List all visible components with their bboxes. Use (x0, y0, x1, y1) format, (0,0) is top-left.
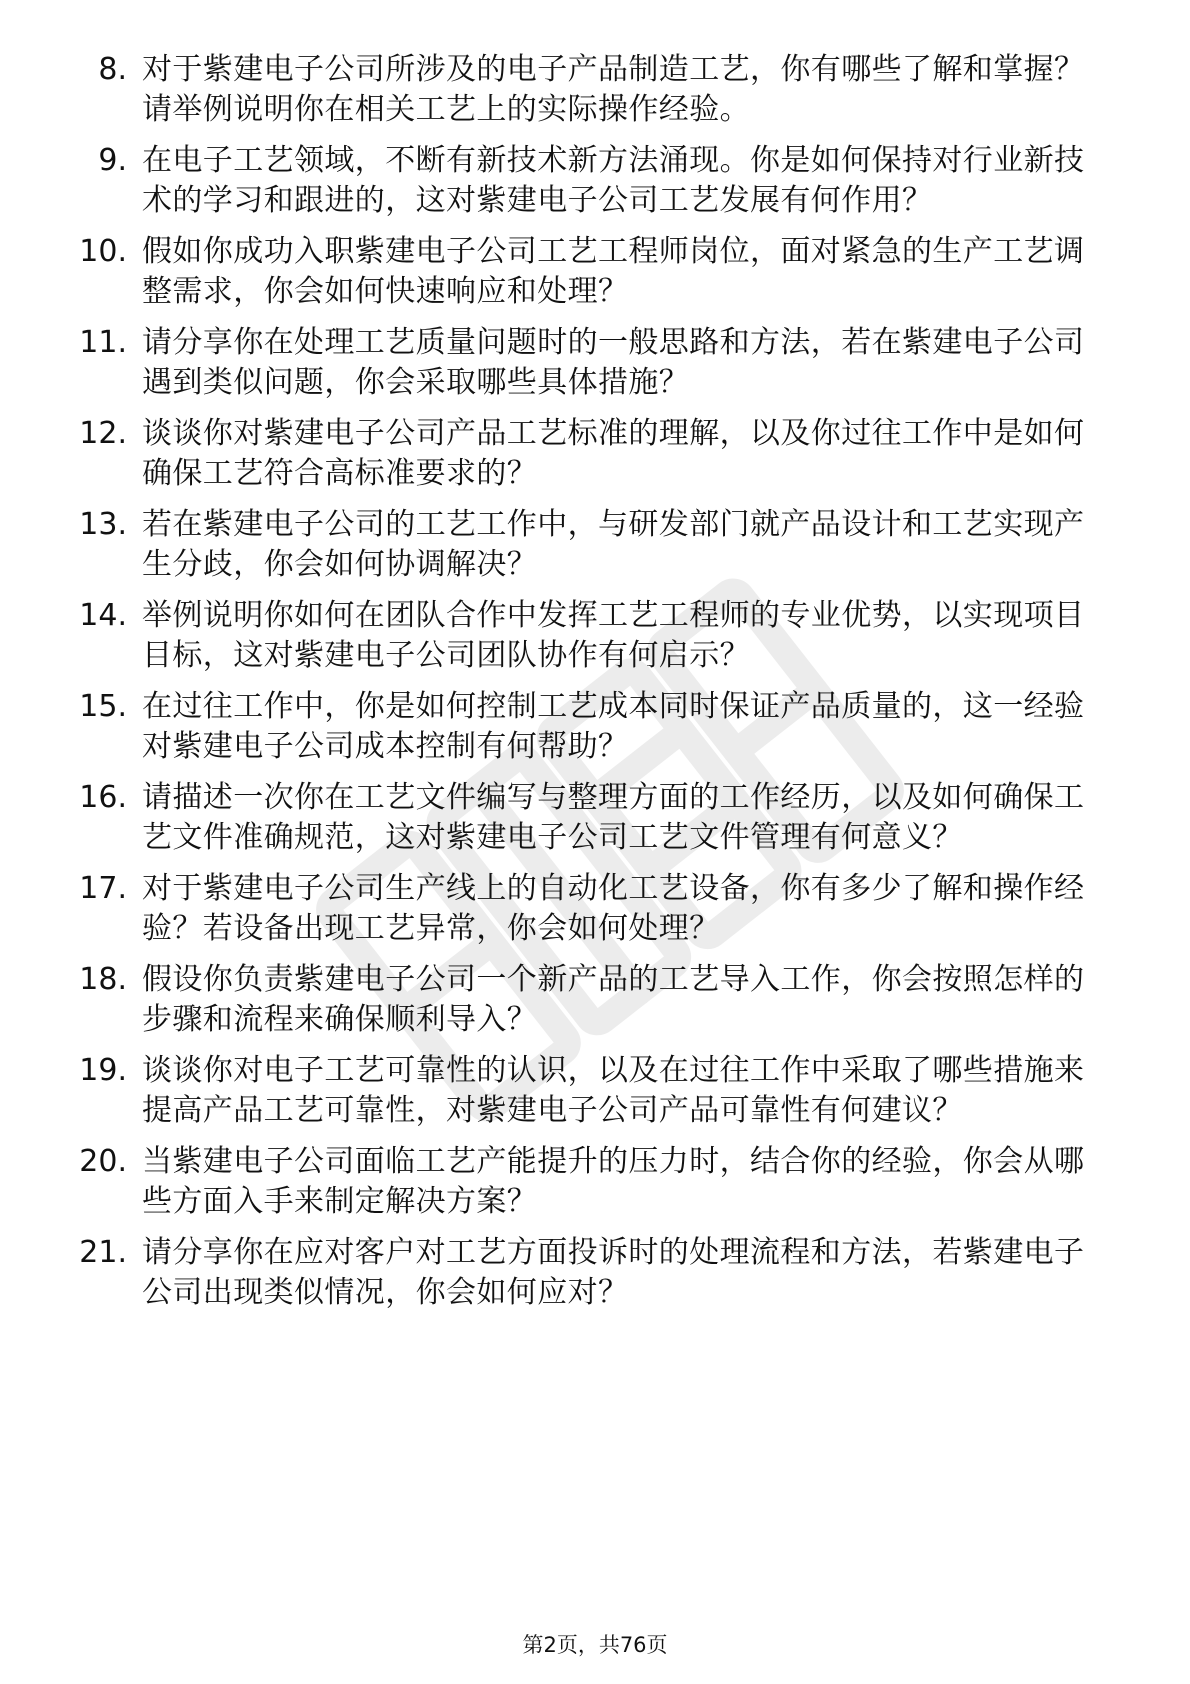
question-text: 请描述一次你在工艺文件编写与整理方面的工作经历，以及如何确保工艺文件准确规范，这对紫建电子公司工艺文件管理有何意义？ (142, 780, 1085, 855)
question-number: 18. (79, 962, 127, 997)
question-number: 21. (79, 1235, 127, 1270)
question-item (52, 323, 1112, 403)
question-text: 对于紫建电子公司生产线上的自动化工艺设备，你有多少了解和操作经验？若设备出现工艺异常，你会如何处理？ (142, 871, 1085, 946)
question-text: 谈谈你对电子工艺可靠性的认识，以及在过往工作中采取了哪些措施来提高产品工艺可靠性，对紫建电子公司产品可靠性有何建议？ (142, 1053, 1085, 1128)
question-list (52, 50, 1112, 1324)
question-item (52, 960, 1112, 1040)
question-text: 在电子工艺领域，不断有新技术新方法涌现。你是如何保持对行业新技术的学习和跟进的，这对紫建电子公司工艺发展有何作用？ (142, 143, 1085, 218)
question-text: 假设你负责紫建电子公司一个新产品的工艺导入工作，你会按照怎样的步骤和流程来确保顺利导入？ (142, 962, 1085, 1037)
question-text: 当紫建电子公司面临工艺产能提升的压力时，结合你的经验，你会从哪些方面入手来制定解决方案？ (142, 1144, 1085, 1219)
question-item (52, 414, 1112, 494)
question-item (52, 1051, 1112, 1131)
question-item (52, 1142, 1112, 1222)
question-number: 19. (79, 1053, 127, 1088)
page-number: 第2页，共76页 (522, 1633, 668, 1657)
question-item (52, 232, 1112, 312)
question-item (52, 505, 1112, 585)
question-text: 对于紫建电子公司所涉及的电子产品制造工艺，你有哪些了解和掌握？请举例说明你在相关工艺上的实际操作经验。 (142, 52, 1085, 127)
question-number: 11. (79, 325, 127, 360)
question-item (52, 50, 1112, 130)
question-number: 14. (79, 598, 127, 633)
question-number: 16. (79, 780, 127, 815)
question-item (52, 778, 1112, 858)
question-number: 10. (79, 234, 127, 269)
question-item (52, 869, 1112, 949)
question-item (52, 141, 1112, 221)
question-text: 谈谈你对紫建电子公司产品工艺标准的理解，以及你过往工作中是如何确保工艺符合高标准要求的？ (142, 416, 1085, 491)
question-number: 8. (98, 52, 127, 87)
question-number: 9. (98, 143, 127, 178)
question-number: 20. (79, 1144, 127, 1179)
question-item (52, 687, 1112, 767)
question-text: 举例说明你如何在团队合作中发挥工艺工程师的专业优势，以实现项目目标，这对紫建电子公司团队协作有何启示？ (142, 598, 1085, 673)
question-number: 13. (79, 507, 127, 542)
question-text: 请分享你在处理工艺质量问题时的一般思路和方法，若在紫建电子公司遇到类似问题，你会采取哪些具体措施？ (142, 325, 1085, 400)
question-number: 17. (79, 871, 127, 906)
question-text: 假如你成功入职紫建电子公司工艺工程师岗位，面对紧急的生产工艺调整需求，你会如何快速响应和处理？ (142, 234, 1085, 309)
question-number: 15. (79, 689, 127, 724)
question-item (52, 1233, 1112, 1313)
question-text: 在过往工作中，你是如何控制工艺成本同时保证产品质量的，这一经验对紫建电子公司成本控制有何帮助？ (142, 689, 1085, 764)
question-number: 12. (79, 416, 127, 451)
question-text: 请分享你在应对客户对工艺方面投诉时的处理流程和方法，若紫建电子公司出现类似情况，你会如何应对？ (142, 1235, 1085, 1310)
question-item (52, 596, 1112, 676)
question-text: 若在紫建电子公司的工艺工作中，与研发部门就产品设计和工艺实现产生分歧，你会如何协调解决？ (142, 507, 1085, 582)
